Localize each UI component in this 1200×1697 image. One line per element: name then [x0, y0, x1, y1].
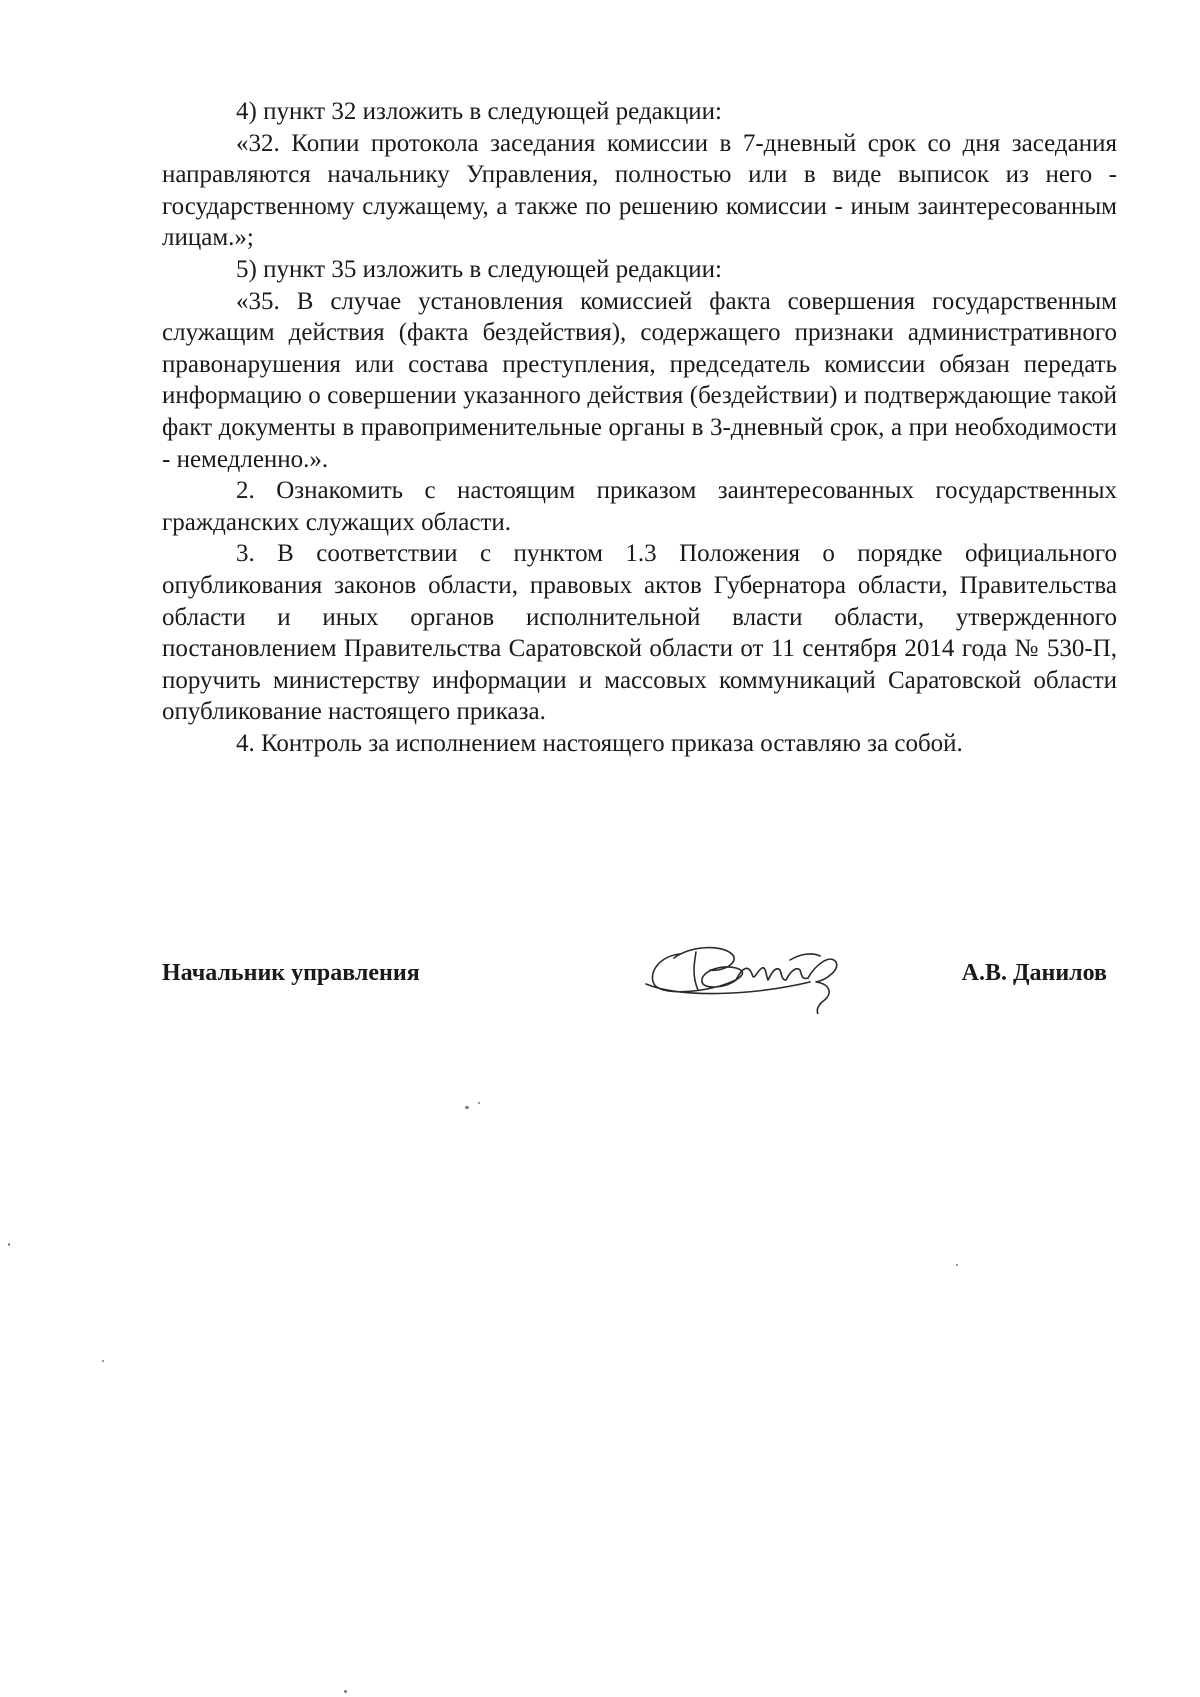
- paragraph-clause-35: «35. В случае установления комиссией факта совершения государственным служащим действия (факта бездействия), содержащего признаки административного правонарушения или состава преступления, председатель комиссии обязан передать информацию о совершении указанного действия (бездействии) и подтверждающие такой факт документы в правоприменительные органы в 3-дневный срок, а при необходимости - немедленно.».: [162, 287, 1117, 473]
- scan-speck: [956, 1264, 958, 1266]
- paragraph-section-4: 4. Контроль за исполнением настоящего приказа оставляю за собой.: [236, 729, 963, 757]
- handwritten-signature-icon: [640, 924, 880, 1014]
- signatory-name: А.В. Данилов: [961, 960, 1107, 986]
- scan-speck: [478, 1102, 480, 1104]
- paragraph-item-5: 5) пункт 35 изложить в следующей редакции:: [236, 255, 722, 283]
- scan-speck: [102, 1360, 104, 1362]
- paragraph-section-3: 3. В соответствии с пунктом 1.3 Положения о порядке официального опубликования законов области, правовых актов Губернатора области, Правительства области и иных органов исполнительной власти области, утвержденного постановлением Правительства Саратовской области от 11 сентября 2014 года № 530-П, поручить министерству информации и массовых коммуникаций Саратовской области опубликование настоящего приказа.: [162, 540, 1117, 726]
- signature-block: [162, 924, 1117, 1014]
- signatory-position: Начальник управления: [162, 960, 420, 986]
- scan-speck: [344, 1690, 347, 1693]
- document-body: [162, 96, 1117, 759]
- paragraph-item-4: 4) пункт 32 изложить в следующей редакции:: [236, 98, 722, 125]
- paragraph-section-2: 2. Ознакомить с настоящим приказом заинтересованных государственных гражданских служащих области.: [162, 477, 1117, 536]
- scan-speck: [8, 1243, 10, 1246]
- scan-speck: [465, 1106, 469, 1109]
- paragraph-clause-32: «32. Копии протокола заседания комиссии в 7-дневный срок со дня заседания направляются начальнику Управления, полностью или в виде выписок из него - государственному служащему, а также по решению комиссии - иным заинтересованным лицам.»;: [162, 129, 1117, 252]
